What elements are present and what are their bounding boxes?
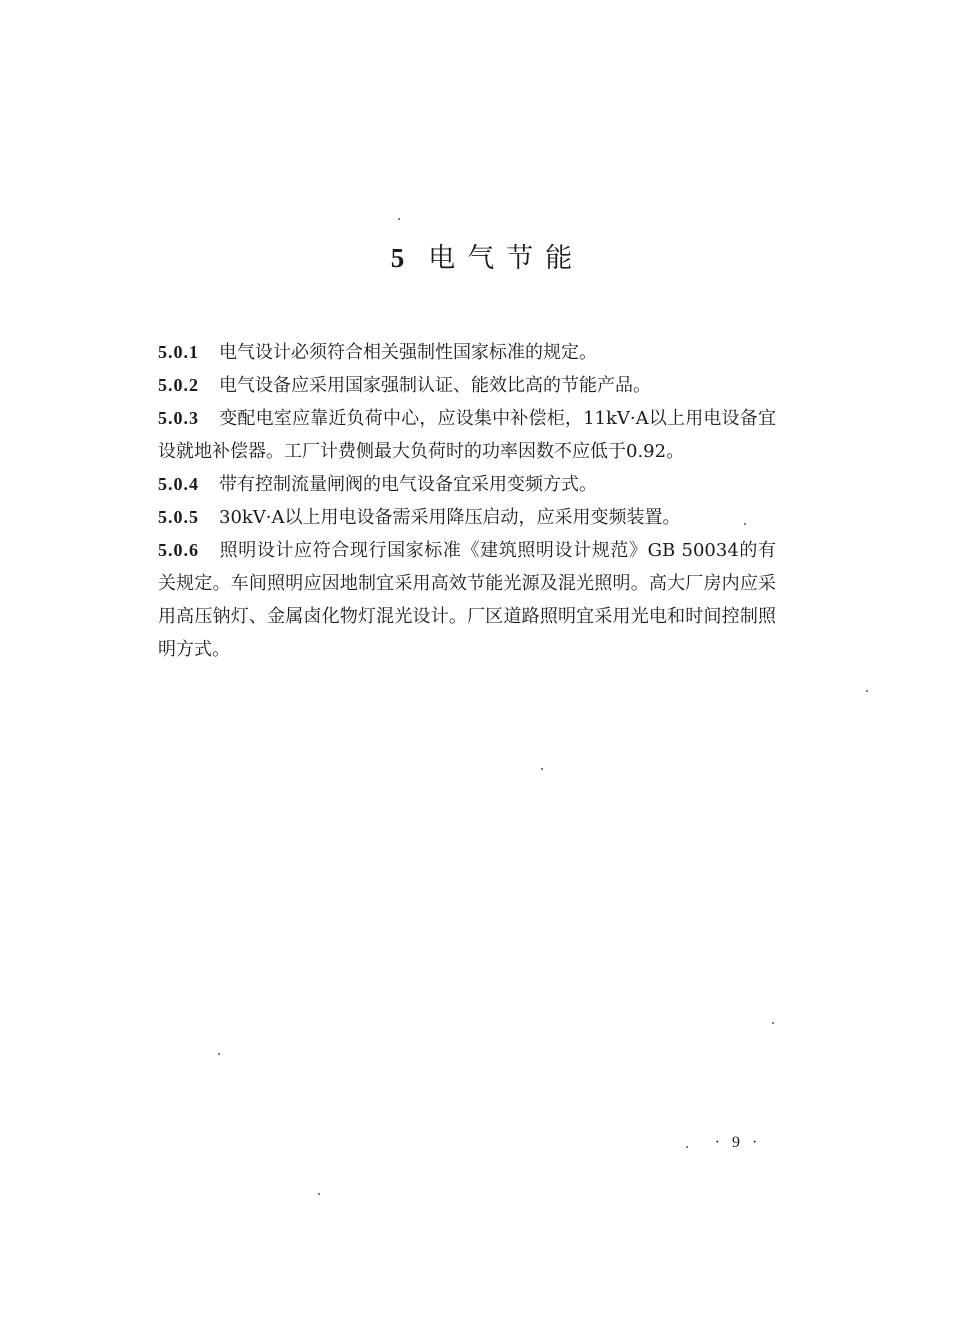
clause-text: 电气设备应采用国家强制认证、能效比高的节能产品。: [219, 375, 651, 396]
scan-speck: [218, 1053, 220, 1055]
scan-speck: [866, 690, 868, 692]
clause-5-0-6: [158, 534, 776, 666]
clause-5-0-5: [158, 501, 776, 534]
page-number: · 9 ·: [714, 1134, 762, 1151]
clause-5-0-4: [158, 468, 776, 501]
clause-text: 30kV·A以上用电设备需采用降压启动，应采用变频装置。: [219, 507, 681, 528]
clause-text: 照明设计应符合现行国家标准《建筑照明设计规范》GB 50034的有关规定。车间照明应因地制宜采用高效节能光源及混光照明。高大厂房内应采用高压钠灯、金属卤化物灯混光设计。厂区道路照明宜采用光电和时间控制照明方式。: [158, 540, 776, 660]
clause-number: 5.0.1: [158, 342, 199, 362]
chapter-title: [0, 236, 975, 275]
clause-5-0-2: [158, 369, 776, 402]
clause-5-0-3: [158, 402, 776, 468]
clause-number: 5.0.5: [158, 507, 199, 527]
clause-number: 5.0.4: [158, 474, 199, 494]
clause-5-0-1: [158, 336, 776, 369]
chapter-number: 5: [390, 243, 417, 273]
clause-list: [158, 336, 776, 666]
clause-number: 5.0.3: [158, 408, 199, 428]
clause-text: 带有控制流量闸阀的电气设备宜采用变频方式。: [219, 474, 597, 495]
clause-number: 5.0.2: [158, 375, 199, 395]
scan-speck: [541, 768, 543, 770]
scan-speck: [398, 218, 400, 220]
scan-speck: [686, 1146, 688, 1148]
clause-text: 变配电室应靠近负荷中心，应设集中补偿柜，11kV·A以上用电设备宜设就地补偿器。工厂计费侧最大负荷时的功率因数不应低于0.92。: [158, 408, 776, 462]
scan-speck: [772, 1022, 774, 1024]
clause-number: 5.0.6: [158, 540, 199, 560]
chapter-title-text: 电气节能: [428, 243, 585, 274]
clause-text: 电气设计必须符合相关强制性国家标准的规定。: [219, 342, 597, 363]
scan-speck: [744, 523, 746, 525]
scan-speck: [318, 1193, 320, 1195]
